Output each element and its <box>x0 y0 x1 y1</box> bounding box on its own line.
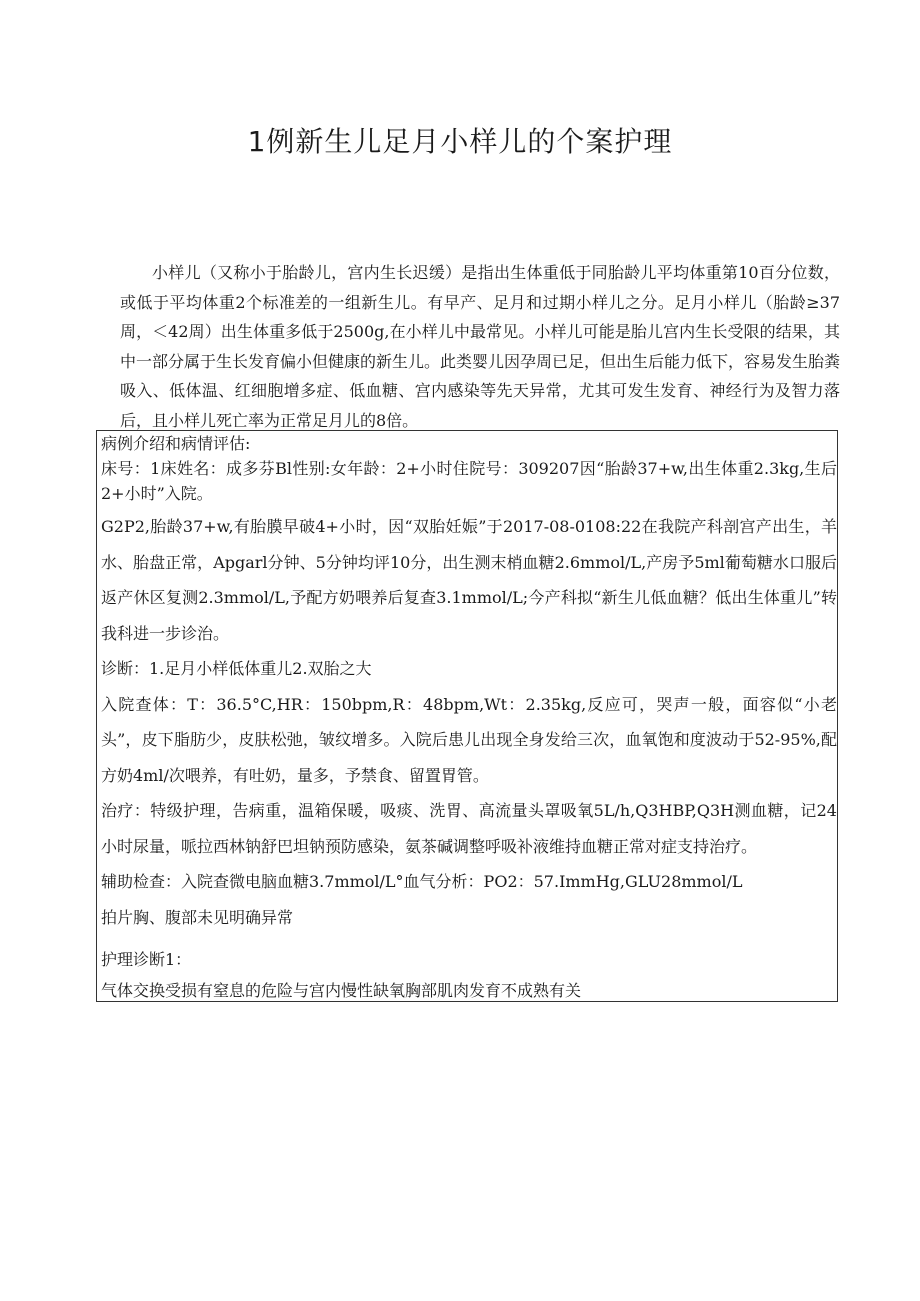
imaging-result: 拍片胸、腹部未见明确异常 <box>101 907 294 927</box>
nursing-diagnosis: 气体交换受损有窒息的危险与宫内慢性缺氧胸部肌肉发育不成熟有关 <box>101 981 582 1000</box>
auxiliary-exam: 辅助检查：入院查微电脑血糖3.7mmol/L°血气分析：PO2：57.ImmHg,GLU28mmol/L <box>101 872 743 891</box>
case-report-box <box>96 430 838 1002</box>
admission-exam: 入院查体：T：36.5°C,HR：150bpm,R：48bpm,Wt：2.35kg,反应可，哭声一般，面容似“小老头”，皮下脂肪少，皮肤松弛，皱纹增多。入院后患儿出现全身发给三次，血氧饱和度波动于52-95%,配方奶4ml/次喂养，有吐奶，量多，予禁食、留置胃管。 <box>101 694 837 785</box>
treatment: 治疗：特级护理，告病重，温箱保暖，吸痰、洗胃、高流量头罩吸氧5L/h,Q3HBP,Q3H测血糖，记24小时尿量，哌拉西林钠舒巴坦钠预防感染，氨茶碱调整呼吸补液维持血糖正常对症支持治疗。 <box>101 801 837 856</box>
nursing-diagnosis-title: 护理诊断1： <box>101 950 192 969</box>
case-heading: 病例介绍和病情评估: <box>101 434 251 453</box>
diagnosis: 诊断：1.足月小样低体重儿2.双胎之大 <box>101 659 372 678</box>
intro-paragraph: 小样儿（又称小于胎龄儿，宫内生长迟缓）是指出生体重低于同胎龄儿平均体重第10百分位数，或低于平均体重2个标准差的一组新生儿。有早产、足月和过期小样儿之分。足月小样儿（胎龄≥37周，＜42周）出生体重多低于2500g,在小样儿中最常见。小样儿可能是胎儿宫内生长受限的结果，其中一部分属于生长发育偏小但健康的新生儿。此类婴儿因孕周已足，但出生后能力低下，容易发生胎粪吸入、低体温、红细胞增多症、低血糖、宫内感染等先天异常，尤其可发生发育、神经行为及智力落后，且小样儿死亡率为正常足月儿的8倍。 <box>120 263 841 430</box>
document-title: 1例新生儿足月小样儿的个案护理 <box>247 125 673 158</box>
medical-history: G2P2,胎龄37+w,有胎膜早破4+小时，因“双胎妊娠”于2017-08-0108:22在我院产科剖宫产出生，羊水、胎盘正常，Apgarl分钟、5分钟均评10分，出生测末梢血糖2.6mmol/L,产房予5ml葡萄糖水口服后返产休区复测2.3mmol/L,予配方奶喂养后复查3.1mmol/L;今产科拟“新生儿低血糖？低出生体重儿”转我科进一步诊治。 <box>101 517 837 643</box>
bed-info: 床号：1床姓名：成多芬Bl性别:女年龄：2+小时住院号：309207因“胎龄37+w,出生体重2.3kg,生后2+小时”入院。 <box>101 459 837 503</box>
